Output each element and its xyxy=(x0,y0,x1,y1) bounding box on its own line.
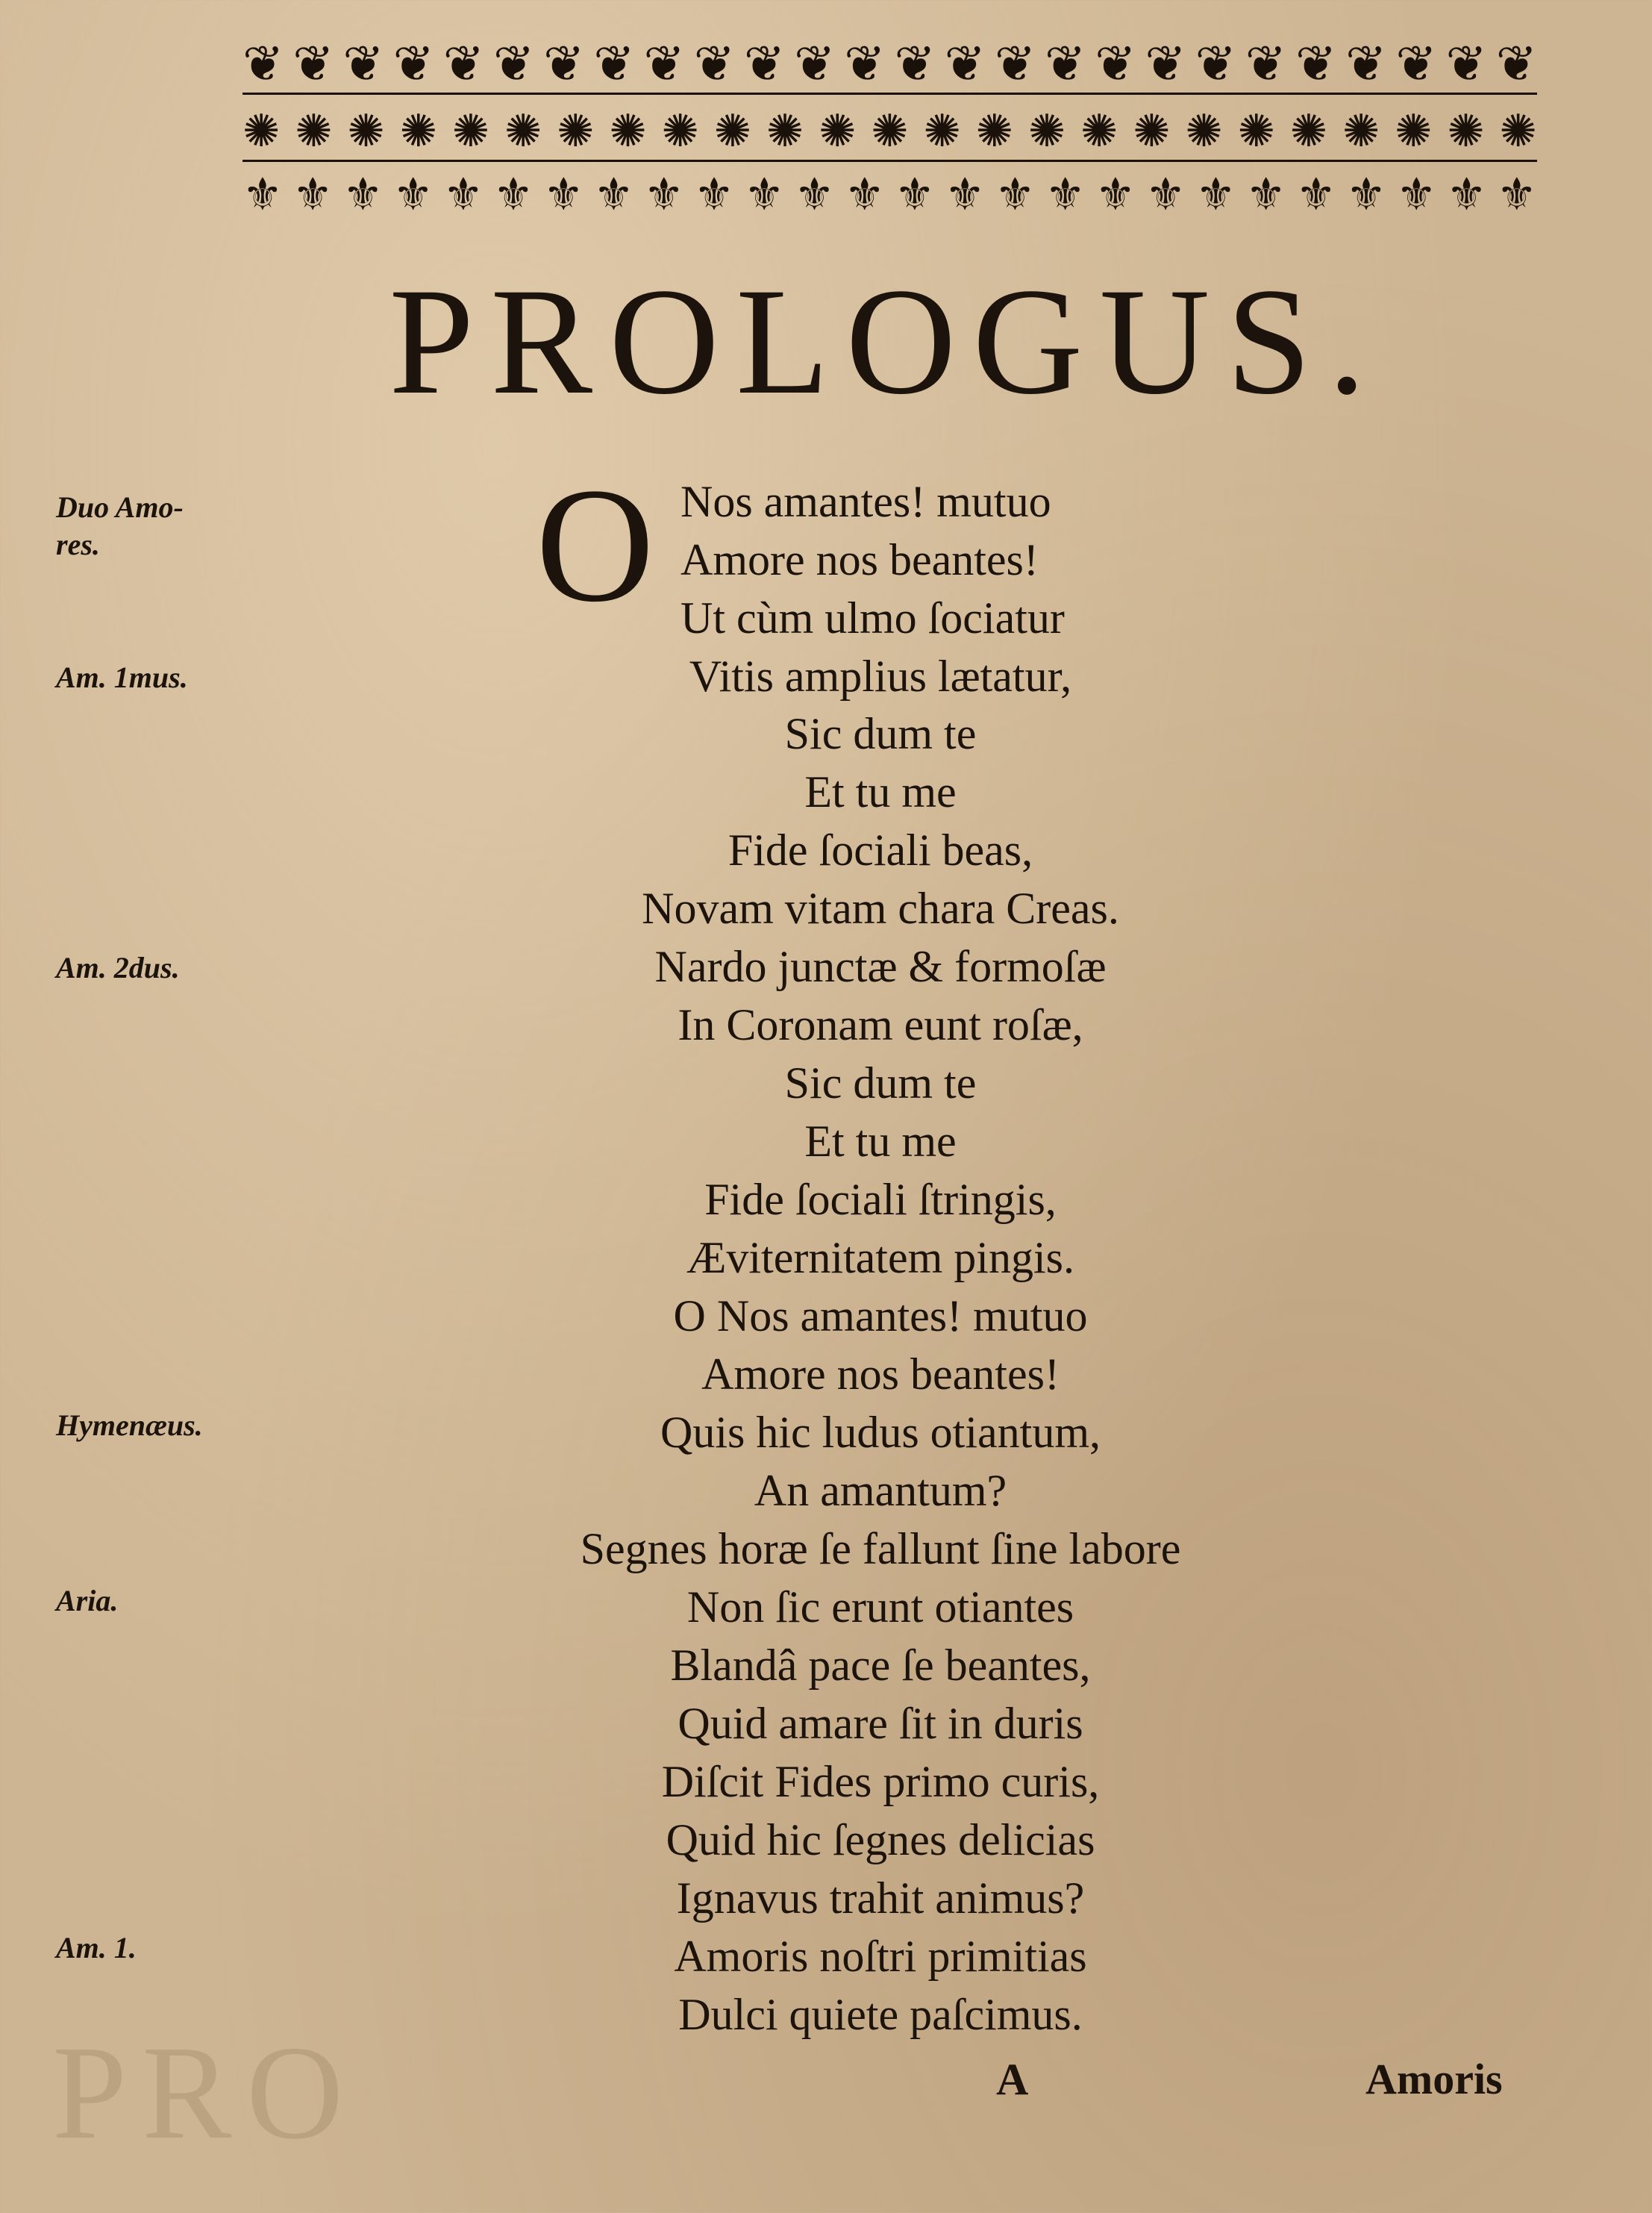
verse-line: Amore nos beantes! xyxy=(680,535,1039,584)
verse-line: O Nos amantes! mutuo xyxy=(673,1291,1088,1340)
verse-line: Et tu me xyxy=(804,767,957,817)
verse-line: Ut cùm ulmo ſociatur xyxy=(680,593,1065,643)
verse-line: Quid amare ſit in duris xyxy=(678,1699,1083,1748)
signature-mark: A xyxy=(996,2055,1029,2104)
margin-note-amor-1b: Am. 1. xyxy=(56,1931,137,1964)
verse-line: Non ſic erunt otiantes xyxy=(686,1582,1074,1632)
verse-line: Ignavus trahit animus? xyxy=(676,1873,1085,1923)
margin-note-aria: Aria. xyxy=(56,1584,119,1617)
verse-line: Dulci quiete paſcimus. xyxy=(678,1990,1083,2039)
verse-line: An amantum? xyxy=(754,1466,1007,1515)
verse-line: Blandâ pace ſe beantes, xyxy=(670,1641,1091,1690)
verse-line: Nardo junctæ & formoſæ xyxy=(654,942,1107,991)
show-through-ghost: PRO xyxy=(52,2018,359,2167)
verse-line: Quis hic ludus otiantum, xyxy=(660,1408,1101,1457)
margin-note-hymenaeus: Hymenæus. xyxy=(56,1408,203,1442)
verse-line: Diſcit Fides primo curis, xyxy=(661,1757,1100,1806)
catchword: Amoris xyxy=(1365,2055,1503,2103)
verse-line: Amore nos beantes! xyxy=(701,1349,1060,1399)
verse-line: In Coronam eunt roſæ, xyxy=(678,1000,1083,1049)
ornament-band-middle: ✺ ✺ ✺ ✺ ✺ ✺ ✺ ✺ ✺ ✺ ✺ ✺ ✺ ✺ ✺ ✺ ✺ ✺ ✺ ✺ ✺ ✺ ✺ ✺ ✺ xyxy=(243,105,1537,157)
ornament-band-bottom: ⚜ ⚜ ⚜ ⚜ ⚜ ⚜ ⚜ ⚜ ⚜ ⚜ ⚜ ⚜ ⚜ ⚜ ⚜ ⚜ ⚜ ⚜ ⚜ ⚜ ⚜ ⚜ ⚜ ⚜ ⚜ ⚜ xyxy=(243,169,1537,221)
verse-line: Amoris noſtri primitias xyxy=(674,1932,1087,1981)
verse-line: Vitis amplius lætatur, xyxy=(689,652,1072,701)
ornament-band-top: ❦ ❦ ❦ ❦ ❦ ❦ ❦ ❦ ❦ ❦ ❦ ❦ ❦ ❦ ❦ ❦ ❦ ❦ ❦ ❦ ❦ ❦ ❦ ❦ ❦ ❦ xyxy=(243,34,1537,93)
margin-note-amor-2: Am. 2dus. xyxy=(56,951,180,984)
verse-line: Sic dum te xyxy=(784,1058,977,1108)
margin-note-duo-amores: Duo Amo- res. xyxy=(56,490,184,561)
margin-note-amor-1: Am. 1mus. xyxy=(56,661,188,694)
drop-cap: O xyxy=(536,454,654,636)
verse-line: Æviternitatem pingis. xyxy=(686,1233,1074,1282)
verse-line: Segnes horæ ſe fallunt ſine labore xyxy=(580,1524,1181,1573)
verse-line: Nos amantes! mutuo xyxy=(680,477,1051,526)
verse-line: Sic dum te xyxy=(784,709,977,758)
verse-line: Quid hic ſegnes delicias xyxy=(666,1815,1095,1864)
ornament-rule xyxy=(243,160,1537,162)
verse-line: Fide ſociali beas, xyxy=(728,825,1033,875)
verse-line: Fide ſociali ſtringis, xyxy=(704,1175,1057,1224)
page-title: PROLOGUS. xyxy=(389,257,1383,426)
verse-line: Novam vitam chara Creas. xyxy=(642,884,1119,933)
verse-line: Et tu me xyxy=(804,1117,957,1166)
ornament-rule xyxy=(243,93,1537,95)
